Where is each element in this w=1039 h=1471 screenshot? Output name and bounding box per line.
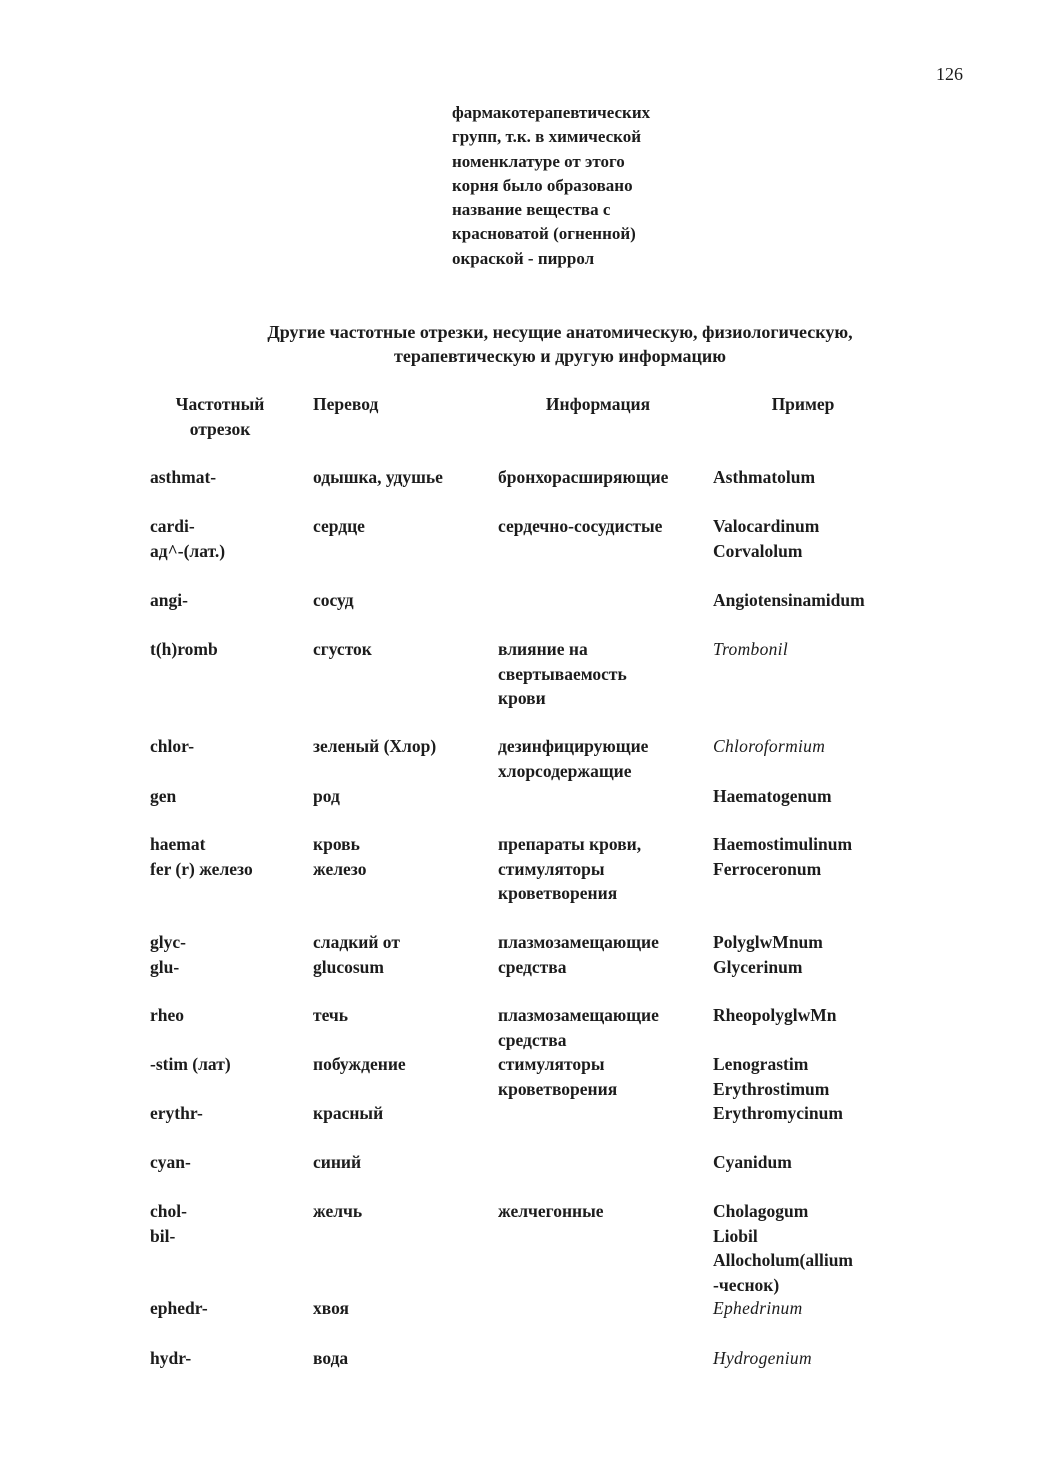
table-cell-example xyxy=(713,1052,829,1101)
table-cell-segment xyxy=(150,784,176,809)
table-cell-segment-line: ephedr- xyxy=(150,1298,208,1318)
continuation-line: фармакотерапевтических xyxy=(452,103,651,122)
table-cell-example xyxy=(713,588,865,613)
table-cell-information xyxy=(498,930,659,979)
table-cell-example-line: Asthmatolum xyxy=(713,467,816,487)
table-cell-translation-line: железо xyxy=(313,858,367,879)
table-cell-translation-line: течь xyxy=(313,1005,349,1025)
table-cell-information xyxy=(498,637,627,711)
table-cell-translation xyxy=(313,832,367,881)
table-cell-information xyxy=(498,734,648,783)
table-cell-example-line: -чеснок) xyxy=(713,1274,780,1295)
table-cell-segment-line: glyc- xyxy=(150,932,186,952)
table-cell-translation xyxy=(313,1150,361,1175)
table-cell-translation-line: вода xyxy=(313,1348,349,1368)
table-cell-example-line: Erythromycinum xyxy=(713,1103,843,1123)
table-cell-information-line: влияние на xyxy=(498,639,588,659)
section-title-line: Другие частотные отрезки, несущие анатомическую, физиологическую, xyxy=(267,322,853,342)
table-cell-information-line: желчегонные xyxy=(498,1201,604,1221)
table-cell-example-line: Hydrogenium xyxy=(713,1348,812,1368)
continuation-line: корня было образовано xyxy=(452,175,633,195)
table-cell-information-line: средства xyxy=(498,956,567,977)
table-cell-information-line: препараты крови, xyxy=(498,834,642,854)
section-title-line: терапевтическую и другую информацию xyxy=(394,346,726,366)
header-translation-label: Перевод xyxy=(313,394,379,414)
table-cell-translation xyxy=(313,1101,383,1126)
table-cell-information-line: стимуляторы xyxy=(498,858,605,879)
table-cell-translation xyxy=(313,784,340,809)
table-cell-information-line: плазмозамещающие xyxy=(498,932,659,952)
table-cell-segment-line: haemat xyxy=(150,834,206,854)
table-cell-translation xyxy=(313,588,354,613)
table-cell-segment-line: bil- xyxy=(150,1225,176,1246)
header-example xyxy=(713,392,893,417)
table-cell-translation-line: зеленый (Хлор) xyxy=(313,736,437,756)
header-example-label: Пример xyxy=(771,394,835,414)
table-cell-segment-line: angi- xyxy=(150,590,188,610)
table-cell-example-line: RheopolyglwMn xyxy=(713,1005,837,1025)
table-cell-translation-line: красный xyxy=(313,1103,384,1123)
table-cell-information-line: свертываемость xyxy=(498,663,627,684)
table-cell-example-line: Ephedrinum xyxy=(713,1298,803,1318)
table-cell-information xyxy=(498,1052,617,1101)
table-cell-segment-line: gen xyxy=(150,786,177,806)
table-cell-information-line: хлорсодержащие xyxy=(498,760,632,781)
table-cell-example-line: Glycerinum xyxy=(713,956,803,977)
table-cell-example xyxy=(713,1346,812,1371)
table-cell-example xyxy=(713,1296,803,1321)
table-cell-segment xyxy=(150,930,186,979)
table-cell-translation xyxy=(313,1296,349,1321)
table-cell-translation xyxy=(313,1199,362,1224)
table-cell-information xyxy=(498,832,641,906)
continuation-paragraph xyxy=(452,101,752,271)
header-translation xyxy=(313,392,433,417)
table-cell-example-line: Chloroformium xyxy=(713,736,826,756)
continuation-line: окраской - пиррол xyxy=(452,248,595,268)
table-cell-segment-line: cyan- xyxy=(150,1152,191,1172)
table-cell-information-line: стимуляторы xyxy=(498,1054,605,1074)
table-cell-segment xyxy=(150,1101,203,1126)
header-segment xyxy=(150,392,290,441)
table-cell-segment-line: asthmat- xyxy=(150,467,217,487)
table-cell-example-line: Haemostimulinum xyxy=(713,834,853,854)
table-cell-example-line: Haematogenum xyxy=(713,786,832,806)
header-information-label: Информация xyxy=(545,394,651,414)
table-cell-segment-line: glu- xyxy=(150,956,180,977)
table-cell-example xyxy=(713,930,823,979)
table-cell-translation-line: хвоя xyxy=(313,1298,349,1318)
table-cell-information-line: дезинфицирующие xyxy=(498,736,649,756)
table-cell-translation xyxy=(313,1003,348,1028)
table-cell-translation xyxy=(313,637,372,662)
table-cell-segment-line: cardi- xyxy=(150,516,195,536)
table-cell-segment-line: rheo xyxy=(150,1005,185,1025)
table-cell-information xyxy=(498,1199,604,1224)
table-cell-example xyxy=(713,734,825,759)
table-cell-segment xyxy=(150,1150,191,1175)
table-cell-example xyxy=(713,1199,853,1297)
table-cell-example-line: Erythrostimum xyxy=(713,1078,830,1099)
table-cell-segment xyxy=(150,1296,208,1321)
table-cell-translation-line: кровь xyxy=(313,834,360,854)
table-cell-segment xyxy=(150,637,218,662)
table-cell-example xyxy=(713,1150,792,1175)
table-cell-translation xyxy=(313,734,436,759)
table-cell-information xyxy=(498,465,668,490)
table-cell-segment xyxy=(150,1346,191,1371)
table-cell-example xyxy=(713,637,788,662)
table-cell-translation-line: сладкий от xyxy=(313,932,400,952)
table-cell-information-line: плазмозамещающие xyxy=(498,1005,659,1025)
table-cell-example xyxy=(713,1003,836,1028)
table-cell-translation-line: одышка, удушье xyxy=(313,467,443,487)
table-cell-example-line: Corvalolum xyxy=(713,540,803,561)
table-cell-example xyxy=(713,465,815,490)
table-cell-information-line: крови xyxy=(498,688,546,708)
table-cell-example xyxy=(713,1101,843,1126)
table-cell-translation-line: желчь xyxy=(313,1201,363,1221)
table-cell-translation-line: род xyxy=(313,786,340,806)
table-cell-segment-line: erythr- xyxy=(150,1103,203,1123)
table-cell-translation-line: сердце xyxy=(313,516,365,536)
table-cell-example-line: Ferroceronum xyxy=(713,858,822,879)
table-cell-translation xyxy=(313,514,365,539)
table-cell-translation-line: побуждение xyxy=(313,1054,406,1074)
table-cell-segment xyxy=(150,1003,184,1028)
table-cell-example-line: Cyanidum xyxy=(713,1152,792,1172)
table-cell-segment xyxy=(150,514,225,563)
table-cell-information xyxy=(498,514,662,539)
table-cell-example xyxy=(713,514,819,563)
table-cell-segment xyxy=(150,465,216,490)
table-cell-translation-line: сосуд xyxy=(313,590,354,610)
table-cell-translation-line: glucosum xyxy=(313,956,384,977)
table-cell-example-line: PolyglwMnum xyxy=(713,932,823,952)
table-cell-example xyxy=(713,784,832,809)
table-cell-segment-line: chlor- xyxy=(150,736,195,756)
table-cell-segment-line: chol- xyxy=(150,1201,187,1221)
table-cell-segment-line: -stim (лат) xyxy=(150,1054,231,1074)
table-cell-segment xyxy=(150,832,253,881)
table-cell-example-line: Valocardinum xyxy=(713,516,820,536)
table-cell-translation-line: сгусток xyxy=(313,639,372,659)
page-number: 126 xyxy=(936,64,963,84)
table-cell-example xyxy=(713,832,852,881)
table-cell-translation xyxy=(313,1052,406,1077)
continuation-line: красноватой (огненной) xyxy=(452,224,636,244)
table-cell-example-line: Lenograstim xyxy=(713,1054,809,1074)
table-cell-example-line: Liobil xyxy=(713,1225,758,1246)
table-cell-segment xyxy=(150,588,188,613)
table-cell-example-line: Trombonil xyxy=(713,639,788,659)
table-cell-translation xyxy=(313,465,443,490)
table-cell-information-line: кроветворения xyxy=(498,883,618,903)
table-cell-information-line: бронхорасширяющие xyxy=(498,467,669,487)
table-cell-segment-line: t(h)romb xyxy=(150,639,218,659)
table-cell-information-line: средства xyxy=(498,1029,567,1050)
table-cell-segment xyxy=(150,1052,231,1077)
header-segment-line: Частотный xyxy=(175,394,265,414)
table-cell-example-line: Cholagogum xyxy=(713,1201,809,1221)
table-cell-translation xyxy=(313,930,400,979)
continuation-line: номенклатуре от этого xyxy=(452,151,625,171)
header-information xyxy=(498,392,698,417)
continuation-line: групп, т.к. в химической xyxy=(452,127,642,147)
table-cell-information-line: кроветворения xyxy=(498,1078,618,1099)
table-cell-segment-line: fer (r) железо xyxy=(150,858,253,879)
table-cell-information xyxy=(498,1003,659,1052)
table-cell-segment-line: hydr- xyxy=(150,1348,192,1368)
table-cell-segment xyxy=(150,734,194,759)
section-title xyxy=(160,320,960,368)
table-cell-translation-line: синий xyxy=(313,1152,362,1172)
table-cell-translation xyxy=(313,1346,348,1371)
table-cell-example-line: Allocholum(allium xyxy=(713,1250,854,1270)
table-cell-segment-line: ад^-(лат.) xyxy=(150,540,226,561)
table-cell-example-line: Angiotensinamidum xyxy=(713,590,865,610)
table-cell-segment xyxy=(150,1199,187,1248)
table-cell-information-line: сердечно-сосудистые xyxy=(498,516,663,536)
continuation-line: название вещества с xyxy=(452,200,611,220)
header-segment-line: отрезок xyxy=(189,418,251,439)
